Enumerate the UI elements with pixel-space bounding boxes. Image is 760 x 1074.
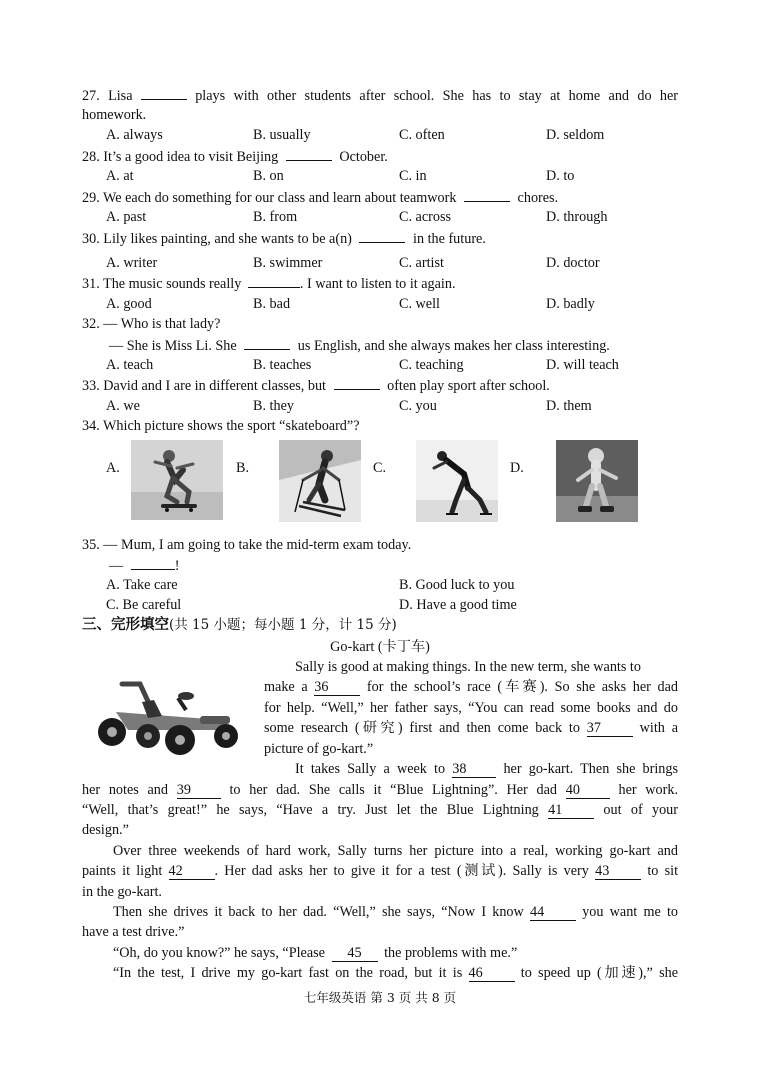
q35-option-d: D. Have a good time <box>399 597 517 613</box>
passage-text: Then she drives it back to her dad. “Well,” she says, “Now I know <box>113 904 524 920</box>
q27-line1 <box>82 85 678 106</box>
blank-40: 40 <box>566 782 610 799</box>
q35-line1: 35. — Mum, I am going to take the mid-term exam today. <box>82 537 412 553</box>
q30-option-a: A. writer <box>106 255 158 271</box>
passage-text: for the school’s race (车赛). So she asks her dad <box>366 679 679 695</box>
q31-option-a: A. good <box>106 296 152 312</box>
q33-option-d: D. them <box>546 398 592 414</box>
q35-option-a: A. Take care <box>106 577 178 593</box>
q35-option-c: C. Be careful <box>106 597 182 613</box>
passage-text: you want me to <box>582 904 679 920</box>
q30-option-c: C. artist <box>399 255 444 271</box>
q27-option-c: C. often <box>399 127 445 143</box>
blank-36: 36 <box>314 679 360 696</box>
passage-line-16 <box>113 963 678 983</box>
q30-option-d: D. doctor <box>546 255 600 271</box>
q27-line2: homework. <box>82 107 147 123</box>
q29-option-d: D. through <box>546 209 608 225</box>
blank-38: 38 <box>452 761 496 778</box>
passage-line-2 <box>264 677 678 697</box>
q30-line <box>82 228 678 249</box>
q31-text-a: 31. The music sounds really <box>82 276 242 292</box>
q35-blank <box>131 555 175 570</box>
q29-blank <box>464 187 510 202</box>
blank-37: 37 <box>587 720 633 737</box>
passage-line-6 <box>295 759 678 779</box>
q33-text-a: 33. David and I are in different classes, but <box>82 378 326 394</box>
q27-blank <box>141 85 187 100</box>
q31-text-b: . I want to listen to it again. <box>299 276 456 292</box>
blank-46: 46 <box>469 965 515 982</box>
skateboarding-photo[interactable] <box>131 440 223 520</box>
passage-line-10: Over three weekends of hard work, Sally turns her picture into a real, working go-kart and <box>113 843 678 859</box>
q32-option-a: A. teach <box>106 357 154 373</box>
q30-blank <box>359 228 405 243</box>
q28-option-c: C. in <box>399 168 427 184</box>
q31-option-c: C. well <box>399 296 440 312</box>
q32-option-b: B. teaches <box>253 357 312 373</box>
q32-option-d: D. will teach <box>546 357 619 373</box>
passage-text: paints it light <box>82 863 163 879</box>
q32-text-b: us English, and she always makes her class interesting. <box>297 338 610 354</box>
passage-text: the problems with me.” <box>384 945 518 961</box>
section-note: (共 15 小题；每小题 1 分，计 15 分) <box>169 617 397 633</box>
q35-dash: — <box>109 558 124 574</box>
q34-label-c: C. <box>373 460 387 476</box>
q34-label-a: A. <box>106 460 120 476</box>
q27-option-d: D. seldom <box>546 127 605 143</box>
speed-skating-photo[interactable] <box>416 440 498 522</box>
q32-option-c: C. teaching <box>399 357 464 373</box>
passage-text: It takes Sally a week to <box>295 761 446 777</box>
q31-line <box>82 273 678 294</box>
passage-line-12: in the go-kart. <box>82 884 162 900</box>
passage-text: her go-kart. Then she brings <box>503 761 679 777</box>
q33-blank <box>334 375 380 390</box>
q27-option-b: B. usually <box>253 127 311 143</box>
q28-text-a: 28. It’s a good idea to visit Beijing <box>82 149 279 165</box>
passage-text: her notes and <box>82 782 168 798</box>
passage-text: out of your <box>603 802 678 818</box>
q32-line2 <box>109 335 678 356</box>
blank-39: 39 <box>177 782 221 799</box>
roller-skating-photo[interactable] <box>556 440 638 522</box>
q30-option-b: B. swimmer <box>253 255 323 271</box>
q33-option-a: A. we <box>106 398 140 414</box>
blank-43: 43 <box>595 863 641 880</box>
passage-text: to her dad. She calls it “Blue Lightning”. Her dad <box>229 782 557 798</box>
passage-line-4 <box>264 718 678 738</box>
page-footer: 七年级英语 第 3 页 共 8 页 <box>303 990 457 1005</box>
q29-option-a: A. past <box>106 209 147 225</box>
q35-line2 <box>109 555 705 576</box>
section-title: 三、完形填空 <box>82 617 169 633</box>
passage-text: with a <box>639 720 678 736</box>
blank-42: 42 <box>169 863 215 880</box>
q33-text-b: often play sport after school. <box>387 378 550 394</box>
passage-line-13 <box>113 902 678 922</box>
q33-option-c: C. you <box>399 398 437 414</box>
passage-text: to speed up (加速),” she <box>520 965 679 981</box>
q34-line: 34. Which picture shows the sport “skateboard”? <box>82 418 360 434</box>
passage-text: her work. <box>618 782 679 798</box>
passage-line-1: Sally is good at making things. In the new term, she wants to <box>295 659 641 675</box>
passage-line-7 <box>82 780 678 800</box>
q32-text-a: — She is Miss Li. She <box>109 338 237 354</box>
passage-line-15 <box>113 943 678 963</box>
q34-label-d: D. <box>510 460 524 476</box>
passage-text: to sit <box>647 863 679 879</box>
q32-line1: 32. — Who is that lady? <box>82 316 221 332</box>
q31-option-b: B. bad <box>253 296 291 312</box>
q27-option-a: A. always <box>106 127 163 143</box>
passage-text: “In the test, I drive my go-kart fast on the road, but it is <box>113 965 463 981</box>
q28-blank <box>286 146 332 161</box>
q28-option-b: B. on <box>253 168 284 184</box>
passage-text: “Well, that’s great!” he says, “Have a try. Just let the Blue Lightning <box>82 802 539 818</box>
q29-text-a: 29. We each do something for our class and learn about teamwork <box>82 190 457 206</box>
blank-44: 44 <box>530 904 576 921</box>
q30-text-b: in the future. <box>413 231 486 247</box>
q27-text-b: plays with other students after school. She has to stay at home and do her <box>195 88 679 104</box>
q34-label-b: B. <box>236 460 250 476</box>
q33-option-b: B. they <box>253 398 294 414</box>
q31-blank <box>248 273 300 288</box>
passage-title: Go-kart (卡丁车) <box>330 639 430 655</box>
q35-end: ! <box>174 558 180 574</box>
q28-line <box>82 146 678 167</box>
q33-line <box>82 375 678 396</box>
q29-line <box>82 187 678 208</box>
q29-text-b: chores. <box>517 190 559 206</box>
go-kart-image <box>82 670 250 762</box>
blank-45: 45 <box>332 945 378 962</box>
q30-text-a: 30. Lily likes painting, and she wants to be a(n) <box>82 231 352 247</box>
passage-line-3: for help. “Well,” her father says, “You can read some books and do <box>264 700 678 716</box>
q28-text-b: October. <box>339 149 388 165</box>
q32-blank <box>244 335 290 350</box>
q29-option-c: C. across <box>399 209 452 225</box>
passage-line-8 <box>82 800 678 820</box>
passage-line-5: picture of go-kart.” <box>264 741 374 757</box>
blank-41: 41 <box>548 802 594 819</box>
passage-text: make a <box>264 679 308 695</box>
passage-text: “Oh, do you know?” he says, “Please <box>113 945 325 961</box>
passage-text: . Her dad asks her to give it for a test (测试). Sally is very <box>214 863 589 879</box>
passage-line-9: design.” <box>82 822 129 838</box>
passage-line-11 <box>82 861 678 881</box>
passage-line-14: have a test drive.” <box>82 924 185 940</box>
q28-option-a: A. at <box>106 168 134 184</box>
q29-option-b: B. from <box>253 209 298 225</box>
section-heading <box>82 615 397 635</box>
q31-option-d: D. badly <box>546 296 595 312</box>
skiing-photo[interactable] <box>279 440 361 522</box>
q28-option-d: D. to <box>546 168 575 184</box>
q27-text-a: 27. Lisa <box>82 88 133 104</box>
q35-option-b: B. Good luck to you <box>399 577 515 593</box>
passage-text: some research (研究) first and then come back to <box>264 720 580 736</box>
